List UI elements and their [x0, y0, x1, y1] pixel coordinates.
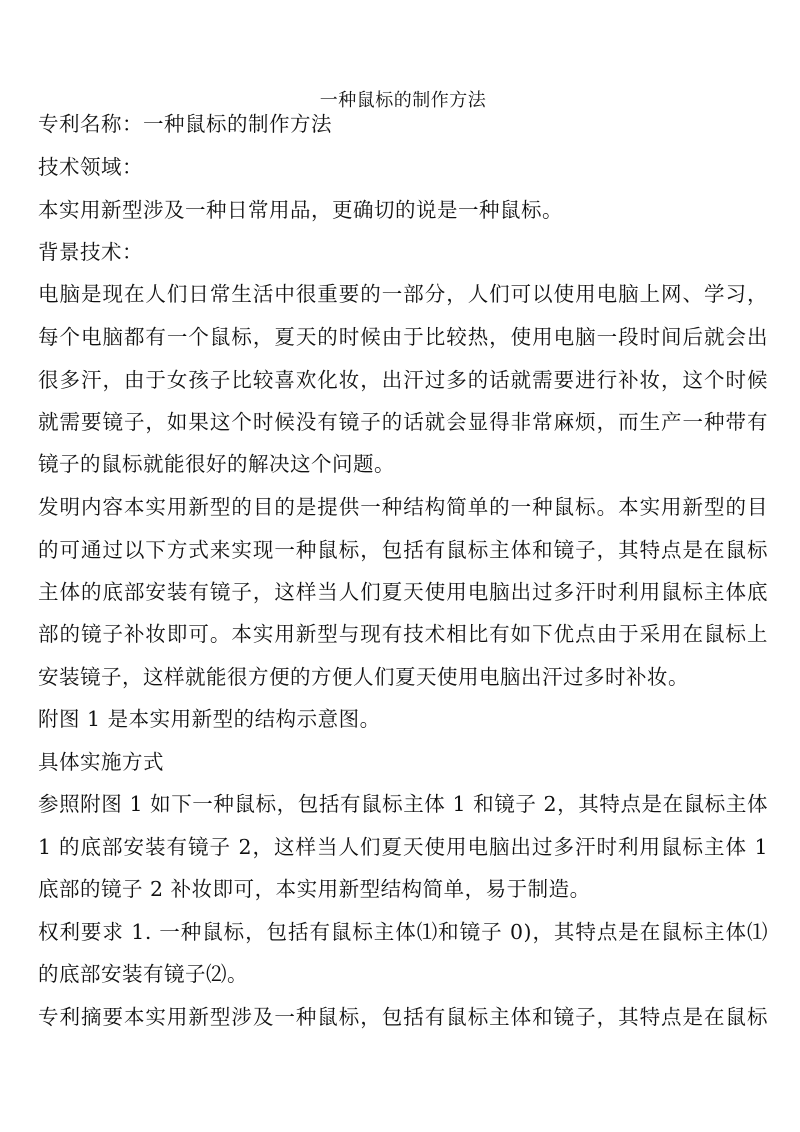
- body-line: 部的镜子补妆即可。本实用新型与现有技术相比有如下优点由于采用在鼠标上: [38, 622, 768, 646]
- body-line: 就需要镜子，如果这个时候没有镜子的话就会显得非常麻烦，而生产一种带有: [38, 410, 768, 434]
- body-line: 参照附图 1 如下一种鼠标，包括有鼠标主体 1 和镜子 2，其特点是在鼠标主体: [38, 792, 768, 816]
- body-line: 背景技术：: [38, 240, 143, 264]
- body-line: 本实用新型涉及一种日常用品，更确切的说是一种鼠标。: [38, 198, 563, 222]
- body-line: 权利要求 1. 一种鼠标，包括有鼠标主体⑴和镜子 0)，其特点是在鼠标主体⑴: [38, 920, 768, 944]
- body-line: 专利名称：一种鼠标的制作方法: [38, 112, 332, 136]
- body-line: 附图 1 是本实用新型的结构示意图。: [38, 707, 381, 731]
- body-line: 很多汗，由于女孩子比较喜欢化妆，出汗过多的话就需要进行补妆，这个时候: [38, 368, 768, 392]
- document-title: 一种鼠标的制作方法: [319, 90, 487, 111]
- body-line: 镜子的鼠标就能很好的解决这个问题。: [38, 452, 395, 476]
- body-line: 技术领域：: [38, 155, 143, 179]
- body-line: 的底部安装有镜子⑵。: [38, 962, 248, 986]
- body-line: 发明内容本实用新型的目的是提供一种结构简单的一种鼠标。本实用新型的目: [38, 495, 768, 519]
- body-line: 的可通过以下方式来实现一种鼠标，包括有鼠标主体和镜子，其特点是在鼠标: [38, 538, 768, 562]
- body-line: 专利摘要本实用新型涉及一种鼠标，包括有鼠标主体和镜子，其特点是在鼠标: [38, 1005, 768, 1029]
- body-line: 每个电脑都有一个鼠标，夏天的时候由于比较热，使用电脑一段时间后就会出: [38, 325, 768, 349]
- body-line: 电脑是现在人们日常生活中很重要的一部分，人们可以使用电脑上网、学习，: [38, 282, 768, 306]
- body-line: 具体实施方式: [38, 750, 164, 774]
- body-line: 1 的底部安装有镜子 2，这样当人们夏天使用电脑出过多汗时利用鼠标主体 1: [38, 835, 768, 859]
- body-line: 底部的镜子 2 补妆即可，本实用新型结构简单，易于制造。: [38, 877, 591, 901]
- document-page: [38, 0, 768, 1132]
- body-line: 安装镜子，这样就能很方便的方便人们夏天使用电脑出汗过多时补妆。: [38, 665, 689, 689]
- body-line: 主体的底部安装有镜子，这样当人们夏天使用电脑出过多汗时利用鼠标主体底: [38, 580, 768, 604]
